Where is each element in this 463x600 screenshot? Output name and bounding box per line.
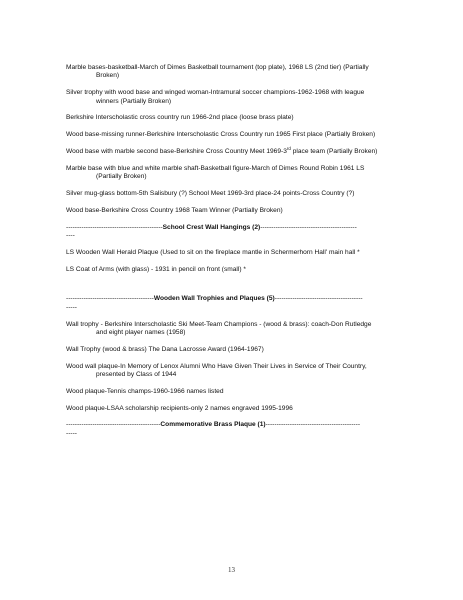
list-item xyxy=(66,321,396,338)
list-item xyxy=(66,131,396,139)
divider-dashes-right: ------------------------------------------- xyxy=(265,421,361,429)
list-item xyxy=(66,114,396,122)
ordinal-suffix: rd xyxy=(286,145,291,151)
entry-text: Silver mug-glass bottom-5th Salisbury (?) School Meet 1969-3rd place-24 points-Cross Country (?) xyxy=(66,190,355,197)
list-item xyxy=(66,405,396,413)
section-divider-wooden xyxy=(66,295,396,312)
divider-dashes-tail: ---- xyxy=(66,232,75,239)
page-number: 13 xyxy=(228,566,235,574)
list-item xyxy=(66,346,396,354)
entry-text: Wood plaque-Tennis champs-1960-1966 names listed xyxy=(66,387,224,395)
list-item xyxy=(66,145,396,156)
entry-text: LS Wooden Wall Herald Plaque (Used to sit on the fireplace mantle in Schermerhorn Hall' main hall * xyxy=(66,248,360,256)
divider-dashes-left: ---------------------------------------- xyxy=(66,295,154,303)
divider-dashes-tail: ----- xyxy=(66,429,77,437)
entry-text: Wood wall plaque-In Memory of Lenox Alumni Who Have Given Their Lives in Service of Their Country, xyxy=(66,362,367,370)
entry-text: Marble bases-basketball-March of Dimes Basketball tournament (top plate), 1968 LS (2nd tier) (Partially xyxy=(66,64,369,71)
list-item xyxy=(66,64,396,81)
entry-text-end: place team (Partially Broken) xyxy=(290,148,378,155)
entry-text: Wood base-missing runner-Berkshire Interscholastic Cross Country run 1965 First place (Partially Broken) xyxy=(66,131,376,139)
entry-text: Wood base-Berkshire Cross Country 1968 Team Winner (Partially Broken) xyxy=(66,206,283,214)
list-item xyxy=(66,388,396,396)
entry-text: Silver trophy with wood base and winged woman-Intramural soccer champions-1962-1968 with league xyxy=(66,89,365,97)
list-item xyxy=(66,190,396,198)
list-item xyxy=(66,207,396,215)
entry-text: Wall trophy - Berkshire Interscholastic Ski Meet-Team Champions - (wood & brass): coach-Don Rutledge xyxy=(66,320,372,328)
list-item xyxy=(66,266,396,274)
entry-text: Wall Trophy (wood & brass) The Dana Lacrosse Award (1964-1967) xyxy=(66,345,264,353)
list-item xyxy=(66,249,396,257)
section-divider-crest xyxy=(66,224,396,241)
section-divider-brass xyxy=(66,421,396,438)
entry-text: Berkshire Interscholastic cross country run 1966-2nd place (loose brass plate) xyxy=(66,114,294,122)
list-item xyxy=(66,363,396,380)
document-page xyxy=(66,64,396,447)
entry-text: Wood plaque-LSAA scholarship recipients-only 2 names engraved 1995-1996 xyxy=(66,404,293,412)
section-heading: Wooden Wall Trophies and Plaques (5) xyxy=(153,295,275,303)
divider-dashes-left: -------------------------------------------- xyxy=(66,223,163,231)
list-item xyxy=(66,165,396,182)
entry-continuation: and eight player names (1958) xyxy=(96,329,186,336)
list-item xyxy=(66,89,396,106)
entry-continuation: winners (Partially Broken) xyxy=(96,97,172,105)
entry-continuation: presented by Class of 1944 xyxy=(96,371,177,378)
entry-continuation: (Partially Broken) xyxy=(96,173,147,181)
entry-text: LS Coat of Arms (with glass) - 1931 in pencil on front (small) * xyxy=(66,265,246,273)
entry-text: Wood base with marble second base-Berkshire Cross Country Meet 1969-3 xyxy=(66,148,287,155)
section-heading: School Crest Wall Hangings (2) xyxy=(162,223,261,231)
entry-text: Marble base with blue and white marble shaft-Basketball figure-March of Dimes Round Robin 1961 LS xyxy=(66,164,365,172)
divider-dashes-right: ---------------------------------------- xyxy=(274,295,363,303)
section-heading: Commemorative Brass Plaque (1) xyxy=(160,421,266,429)
divider-dashes-right: -------------------------------------------- xyxy=(260,223,357,231)
divider-dashes-tail: ----- xyxy=(66,303,77,311)
divider-dashes-left: ------------------------------------------- xyxy=(66,421,161,429)
entry-continuation: Broken) xyxy=(96,72,120,80)
